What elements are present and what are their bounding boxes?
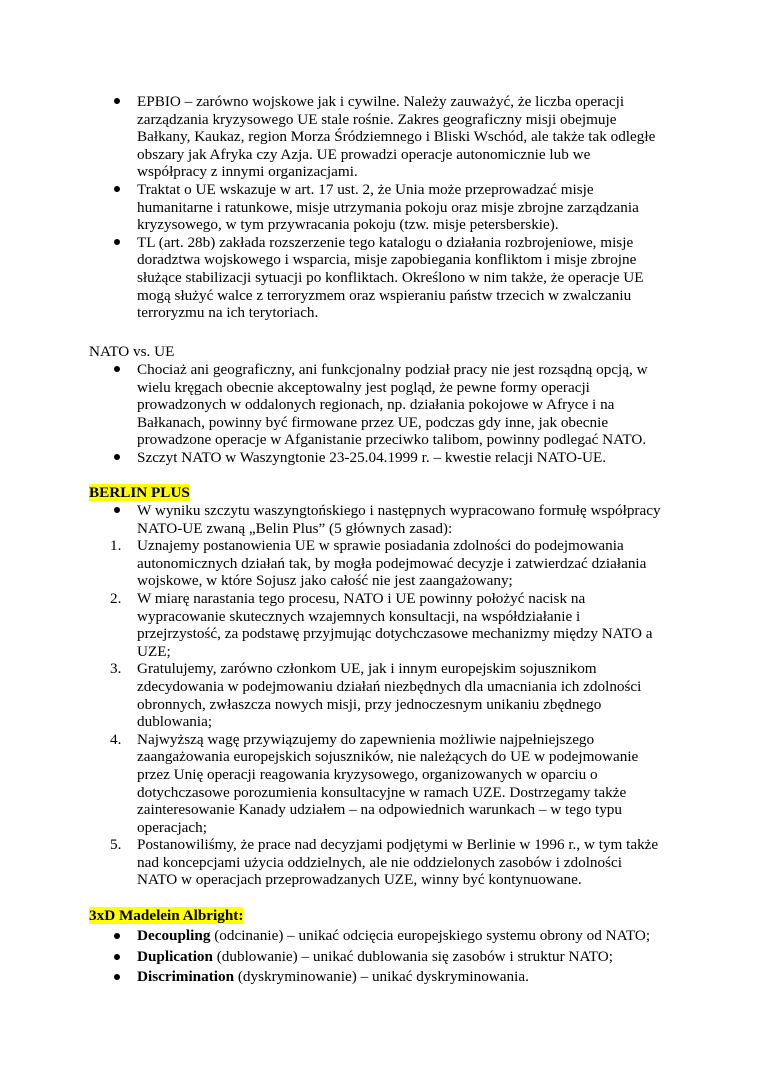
item-text: Najwyższą wagę przywiązujemy do zapewnienia możliwie najpełniejszego zaangażowania europejskich sojuszników, nie należących do UE w podejmowanie przez Unię operacji reagowania kryzysowego, organizowanych w oparciu o dotychczasowe porozumienia konsultacyjne w ramach UZE. Dostrzegamy także zainteresowanie Kanady udziałem – na odpowiednich warunkach – w tego typu operacjach; (137, 730, 639, 836)
item-text: W miarę narastania tego procesu, NATO i UE powinny położyć nacisk na wypracowanie skutecznych wzajemnych konsultacji, na współdziałanie i przejrzystość, za podstawę przyjmując dotychczasowe mechanizmy między NATO a UZE; (137, 589, 653, 660)
numbered-item (0, 660, 760, 730)
section-heading-albright (89, 907, 243, 925)
list-item (0, 449, 760, 467)
bullet-icon (110, 967, 130, 988)
list-item (0, 502, 760, 537)
bullet-icon (110, 234, 130, 252)
bullet-icon (110, 361, 130, 379)
numbered-item (0, 537, 760, 590)
list-item (0, 234, 760, 322)
item-text: Gratulujemy, zarówno członkom UE, jak i innym europejskim sojusznikom zdecydowania w podejmowaniu działań niezbędnych dla umacniania ich zdolności obronnych, zwłaszcza nowych misji, przy jednoczesnym unikaniu zbędnego dublowania; (137, 660, 642, 731)
bullet-text: Traktat o UE wskazuje w art. 17 ust. 2, że Unia może przeprowadzać misje humanitarne i ratunkowe, misje utrzymania pokoju oraz misje zbrojne zarządzania kryzysowego, w tym przywracania pokoju (tzw. misje petersberskie). (137, 180, 639, 234)
numbered-item (0, 590, 760, 660)
section-heading-berlin-plus (89, 484, 190, 502)
bullet-text: TL (art. 28b) zakłada rozszerzenie tego katalogu o działania rozbrojeniowe, misje doradztwa wojskowego i wsparcia, misje zapobiegania konfliktom i misje zbrojne służące stabilizacji sytuacji po konfliktach. Określono w nim także, że operacje UE mogą służyć walce z terroryzmem oraz wspieraniu państw trzecich w zwalczaniu terroryzmu na ich terytoriach. (137, 233, 644, 322)
term: Discrimination (137, 968, 235, 985)
item-number: 4. (110, 730, 122, 748)
item-number: 2. (110, 589, 122, 607)
bullet-icon (110, 93, 130, 111)
list-item (0, 181, 760, 234)
section-heading-nato-vs-ue: NATO vs. UE (89, 343, 175, 360)
term: Duplication (137, 947, 213, 965)
bullet-icon (110, 502, 130, 520)
item-number: 5. (110, 836, 122, 854)
bullet-icon (110, 926, 130, 947)
bullet-icon (110, 449, 130, 467)
albright-list (0, 926, 760, 988)
item-text: Uznajemy postanowienia UE w sprawie posiadania zdolności do podejmowania autonomicznych działań tak, by mogła podejmować decyzje i zatwierdzać działania wojskowe, w które Sojusz jako całość nie jest zaangażowany; (137, 537, 647, 590)
highlighted-heading: 3xD Madelein Albright: (89, 907, 244, 924)
item-number: 1. (110, 537, 122, 555)
highlighted-heading: BERLIN PLUS (89, 484, 190, 501)
item-number: 3. (110, 660, 122, 678)
term-description: (dublowanie) – unikać dublowania się zasobów i struktur NATO; (212, 947, 613, 965)
term-description: (odcinanie) – unikać odcięcia europejskiego systemu obrony od NATO; (210, 927, 651, 944)
term: Decoupling (137, 927, 211, 944)
bullet-text: W wyniku szczytu waszyngtońskiego i następnych wypracowano formułę współpracy NATO-UE zwaną „Belin Plus” (5 głównych zasad): (137, 502, 661, 537)
list-item (0, 93, 760, 181)
list-item (0, 361, 760, 449)
list-item (0, 947, 760, 968)
bullet-text: Chociaż ani geograficzny, ani funkcjonalny podział pracy nie jest rozsądną opcją, w wielu kręgach obecnie akceptowalny jest pogląd, że pewne formy operacji prowadzonych w oddalonych regionach, np. działania pokojowe w Afryce i na Bałkanach, powinny być firmowane przez UE, podczas gdy inne, jak obecnie prowadzone operacje w Afganistanie przeciwko talibom, powinny podlegać NATO. (137, 361, 648, 449)
bullet-icon (110, 947, 130, 968)
numbered-item (0, 836, 760, 889)
list-item (0, 967, 760, 988)
berlin-plus-list (0, 502, 760, 889)
bullet-text: EPBIO – zarówno wojskowe jak i cywilne. Należy zauważyć, że liczba operacji zarządzania kryzysowego UE stale rośnie. Zakres geograficzny misji obejmuje Bałkany, Kaukaz, region Morza Śródziemnego i Bliski Wschód, ale także tak odległe obszary jak Afryka czy Azja. UE prowadzi operacje autonomicznie lub we współpracy z innymi organizacjami. (137, 93, 656, 181)
bullet-icon (110, 181, 130, 199)
list-item (0, 926, 760, 947)
term-description: (dyskryminowanie) – unikać dyskryminowania. (234, 968, 529, 985)
top-bullet-list (0, 93, 760, 322)
bullet-text: Szczyt NATO w Waszyngtonie 23-25.04.1999 r. – kwestie relacji NATO-UE. (137, 448, 607, 466)
numbered-item (0, 731, 760, 837)
nato-vs-ue-list (0, 361, 760, 467)
item-text: Postanowiliśmy, że prace nad decyzjami podjętymi w Berlinie w 1996 r., w tym także nad koncepcjami użycia oddzielnych, ale nie oddzielonych zasobów i zdolności NATO w operacjach przeprowadzanych UZE, winny być kontynuowane. (137, 836, 659, 889)
